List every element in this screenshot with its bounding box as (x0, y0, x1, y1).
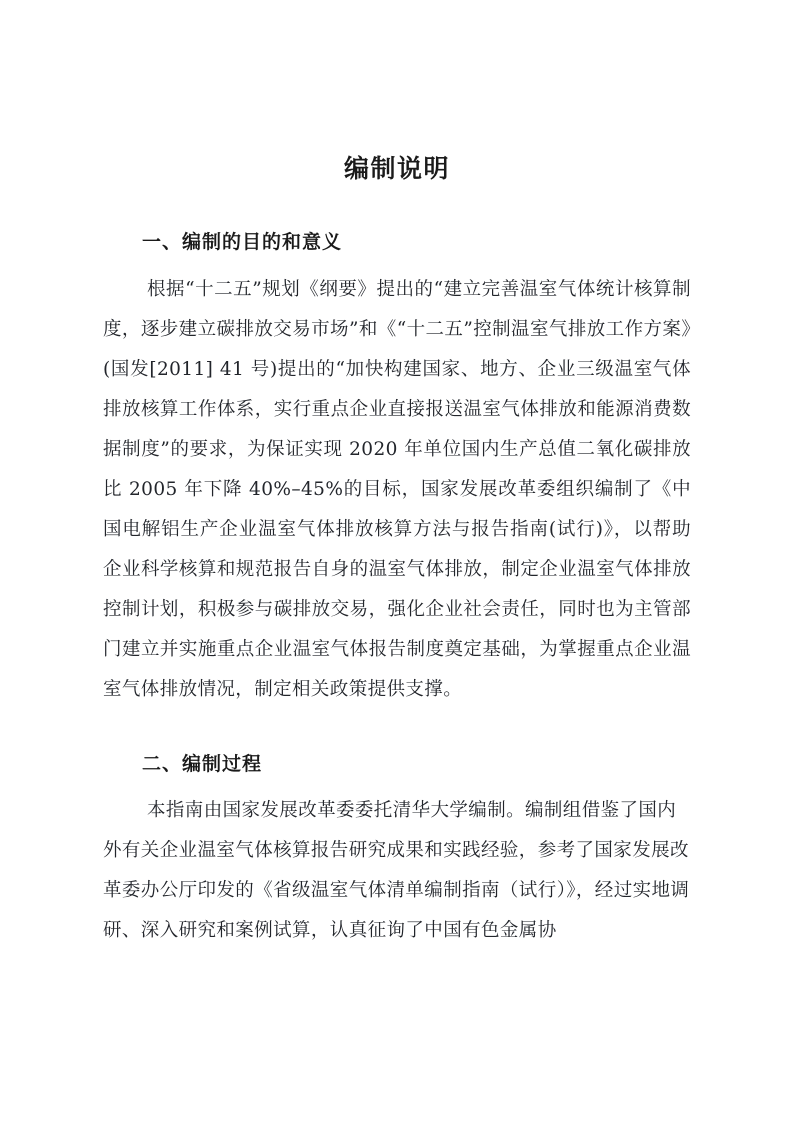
section-heading-1: 一、编制的目的和意义 (142, 232, 343, 253)
page-title: 编制说明 (343, 155, 450, 183)
section-paragraph-2: 本指南由国家发展改革委委托清华大学编制。编制组借鉴了国内外有关企业温室气体核算报告研究成果和实践经验，参考了国家发展改革委办公厅印发的《省级温室气体清单编制指南（试行）》，经过实地调研、深入研究和案例试算，认真征询了中国有色金属协 (103, 800, 690, 941)
section-heading-2: 二、编制过程 (142, 754, 263, 775)
section-paragraph-1: 根据“十二五”规划《纲要》提出的“建立完善温室气体统计核算制度，逐步建立碳排放交易市场”和《“十二五”控制温室气排放工作方案》(国发[2011] 41 号)提出的“加快构建国家、地方、企业三级温室气体排放核算工作体系，实行重点企业直接报送温室气体排放和能源消费数据制度”的要求，为保证实现 2020 年单位国内生产总值二氧化碳排放比 2005 年下降 40%–45%的目标，国家发展改革委组织编制了《中国电解铝生产企业温室气体排放核算方法与报告指南(试行)》，以帮助企业科学核算和规范报告自身的温室气体排放，制定企业温室气体排放控制计划，积极参与碳排放交易，强化企业社会责任，同时也为主管部门建立并实施重点企业温室气体报告制度奠定基础，为掌握重点企业温室气体排放情况，制定相关政策提供支撑。 (103, 279, 691, 700)
page-content (103, 0, 691, 951)
